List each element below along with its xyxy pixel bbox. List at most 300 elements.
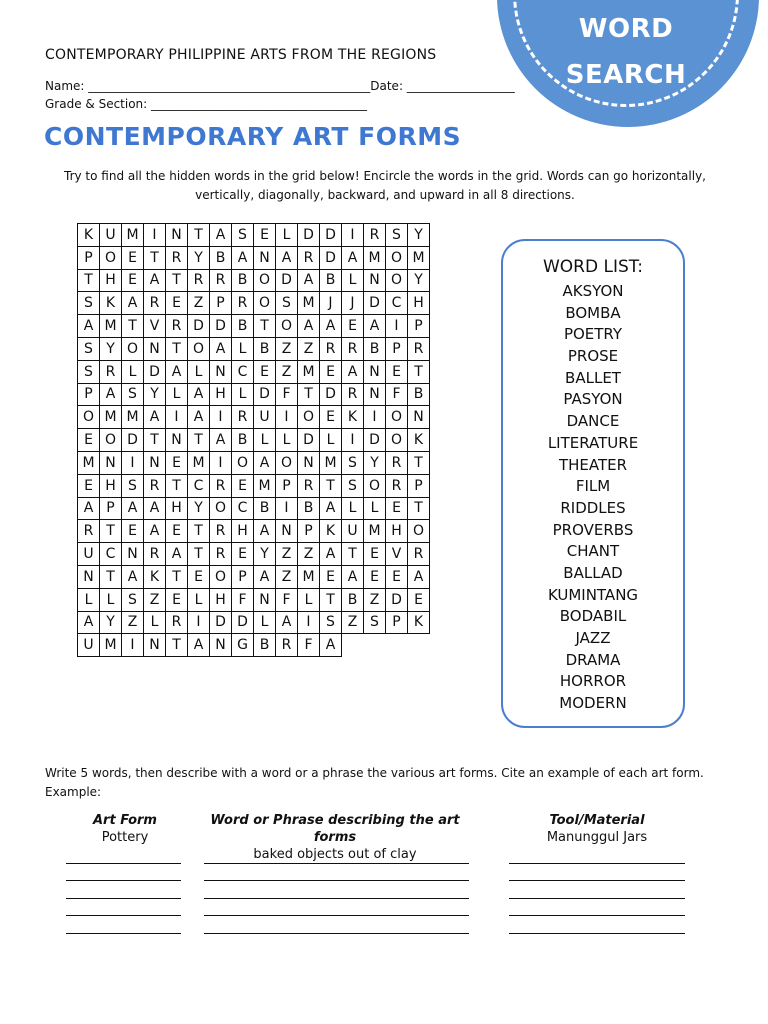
grid-cell[interactable]: I [144, 224, 166, 247]
grid-cell[interactable]: D [320, 384, 342, 407]
grid-cell[interactable]: T [166, 475, 188, 498]
grid-cell[interactable]: B [408, 384, 430, 407]
grid-cell[interactable]: E [122, 520, 144, 543]
grid-cell[interactable]: A [254, 452, 276, 475]
grid-cell[interactable]: M [320, 452, 342, 475]
grid-cell[interactable]: I [364, 406, 386, 429]
grid-cell[interactable]: H [232, 520, 254, 543]
grid-cell[interactable]: A [298, 270, 320, 293]
grid-cell[interactable]: N [210, 634, 232, 657]
grid-cell[interactable]: E [254, 361, 276, 384]
grid-cell[interactable]: N [100, 452, 122, 475]
grid-cell[interactable]: R [364, 224, 386, 247]
grid-cell[interactable]: M [188, 452, 210, 475]
grid-cell[interactable]: A [78, 612, 100, 635]
grid-cell[interactable]: A [320, 498, 342, 521]
grid-cell[interactable]: A [166, 361, 188, 384]
grid-cell[interactable]: A [210, 224, 232, 247]
grid-cell[interactable]: Y [188, 498, 210, 521]
grid-cell[interactable]: E [188, 566, 210, 589]
grid-cell[interactable]: A [122, 566, 144, 589]
grid-cell[interactable]: R [210, 475, 232, 498]
grid-cell[interactable]: L [342, 498, 364, 521]
grid-cell[interactable]: S [342, 452, 364, 475]
grid-cell[interactable]: R [386, 475, 408, 498]
grid-cell[interactable]: D [122, 429, 144, 452]
grid-cell[interactable]: E [364, 566, 386, 589]
grid-cell[interactable]: T [342, 543, 364, 566]
grid-cell[interactable]: D [144, 361, 166, 384]
grid-cell[interactable]: R [232, 292, 254, 315]
grid-cell[interactable]: T [320, 589, 342, 612]
grid-cell[interactable]: E [386, 361, 408, 384]
grid-cell[interactable]: N [166, 429, 188, 452]
grid-cell[interactable]: Y [144, 384, 166, 407]
grid-cell[interactable]: D [320, 247, 342, 270]
answer-line[interactable] [66, 846, 181, 864]
grid-cell[interactable]: A [232, 247, 254, 270]
grid-cell[interactable]: O [100, 247, 122, 270]
grid-cell[interactable]: O [386, 429, 408, 452]
answer-line[interactable] [66, 881, 181, 899]
answer-line[interactable] [66, 864, 181, 882]
grid-cell[interactable]: R [166, 315, 188, 338]
grid-cell[interactable]: O [364, 475, 386, 498]
grid-cell[interactable]: M [298, 566, 320, 589]
grid-cell[interactable]: O [276, 452, 298, 475]
grid-cell[interactable]: R [320, 338, 342, 361]
grid-cell[interactable]: L [188, 589, 210, 612]
grid-cell[interactable]: D [232, 612, 254, 635]
grid-cell[interactable]: N [298, 452, 320, 475]
answer-line[interactable] [204, 916, 469, 934]
grid-cell[interactable]: R [276, 634, 298, 657]
grid-cell[interactable]: B [364, 338, 386, 361]
grid-cell[interactable]: A [320, 315, 342, 338]
grid-cell[interactable]: U [342, 520, 364, 543]
grid-cell[interactable]: V [144, 315, 166, 338]
grid-cell[interactable]: P [386, 338, 408, 361]
grid-cell[interactable]: L [232, 338, 254, 361]
grid-cell[interactable]: P [100, 498, 122, 521]
grid-cell[interactable]: M [122, 406, 144, 429]
grid-cell[interactable]: B [254, 338, 276, 361]
grid-cell[interactable]: M [78, 452, 100, 475]
grid-cell[interactable]: B [254, 498, 276, 521]
grid-cell[interactable]: N [144, 634, 166, 657]
grid-cell[interactable]: I [210, 406, 232, 429]
grid-cell[interactable]: N [364, 270, 386, 293]
grid-cell[interactable]: T [144, 247, 166, 270]
grid-cell[interactable]: A [122, 292, 144, 315]
grid-cell[interactable]: B [320, 270, 342, 293]
grid-cell[interactable]: Y [254, 543, 276, 566]
grid-cell[interactable]: D [386, 589, 408, 612]
grid-cell[interactable]: H [408, 292, 430, 315]
answer-line[interactable] [509, 899, 685, 917]
grid-cell[interactable]: T [166, 634, 188, 657]
grid-cell[interactable]: E [342, 315, 364, 338]
answer-line[interactable] [204, 881, 469, 899]
grid-cell[interactable]: Y [100, 612, 122, 635]
grid-cell[interactable]: O [254, 270, 276, 293]
grid-cell[interactable]: A [342, 566, 364, 589]
grid-cell[interactable]: N [408, 406, 430, 429]
grid-cell[interactable]: S [78, 361, 100, 384]
grid-cell[interactable]: O [386, 247, 408, 270]
grid-cell[interactable]: Z [276, 361, 298, 384]
grid-cell[interactable]: Y [100, 338, 122, 361]
grid-cell[interactable]: H [100, 475, 122, 498]
grid-cell[interactable]: O [78, 406, 100, 429]
grid-cell[interactable]: Y [364, 452, 386, 475]
grid-cell[interactable]: M [408, 247, 430, 270]
grid-cell[interactable]: P [386, 612, 408, 635]
grid-cell[interactable]: R [188, 270, 210, 293]
grid-cell[interactable]: T [188, 224, 210, 247]
grid-cell[interactable]: T [144, 429, 166, 452]
grid-cell[interactable]: I [122, 634, 144, 657]
grid-cell[interactable]: I [342, 224, 364, 247]
grid-cell[interactable]: L [188, 361, 210, 384]
grid-cell[interactable]: K [342, 406, 364, 429]
grid-cell[interactable]: I [166, 406, 188, 429]
grid-cell[interactable]: D [210, 612, 232, 635]
grid-cell[interactable]: A [122, 498, 144, 521]
grid-cell[interactable]: T [78, 270, 100, 293]
grid-cell[interactable]: G [232, 634, 254, 657]
grid-cell[interactable]: R [210, 520, 232, 543]
grid-cell[interactable]: I [276, 406, 298, 429]
grid-cell[interactable]: A [188, 406, 210, 429]
grid-cell[interactable]: Z [276, 543, 298, 566]
grid-cell[interactable]: R [210, 543, 232, 566]
grid-cell[interactable]: T [254, 315, 276, 338]
grid-cell[interactable]: L [100, 589, 122, 612]
grid-cell[interactable]: O [276, 315, 298, 338]
grid-cell[interactable]: S [342, 475, 364, 498]
answer-line[interactable] [509, 846, 685, 864]
grid-cell[interactable]: I [122, 452, 144, 475]
grid-cell[interactable]: U [254, 406, 276, 429]
grid-cell[interactable]: R [210, 270, 232, 293]
grid-cell[interactable]: K [408, 612, 430, 635]
grid-cell[interactable]: B [232, 270, 254, 293]
grid-cell[interactable]: T [408, 361, 430, 384]
grid-cell[interactable]: F [276, 384, 298, 407]
grid-cell[interactable]: L [320, 429, 342, 452]
grid-cell[interactable]: R [298, 475, 320, 498]
grid-cell[interactable]: B [298, 498, 320, 521]
grid-cell[interactable]: T [100, 566, 122, 589]
grid-cell[interactable]: A [144, 520, 166, 543]
grid-cell[interactable]: E [166, 589, 188, 612]
grid-cell[interactable]: U [100, 224, 122, 247]
grid-cell[interactable]: M [122, 224, 144, 247]
grid-cell[interactable]: A [78, 498, 100, 521]
grid-cell[interactable]: M [364, 247, 386, 270]
grid-cell[interactable]: E [232, 543, 254, 566]
grid-cell[interactable]: O [210, 566, 232, 589]
grid-cell[interactable]: Z [188, 292, 210, 315]
grid-cell[interactable]: N [122, 543, 144, 566]
grid-cell[interactable]: N [144, 452, 166, 475]
answer-line[interactable] [66, 916, 181, 934]
grid-cell[interactable]: S [276, 292, 298, 315]
grid-cell[interactable]: C [188, 475, 210, 498]
grid-cell[interactable]: O [386, 270, 408, 293]
grid-cell[interactable]: R [78, 520, 100, 543]
grid-cell[interactable]: H [386, 520, 408, 543]
grid-cell[interactable]: E [232, 475, 254, 498]
grid-cell[interactable]: D [188, 315, 210, 338]
grid-cell[interactable]: O [408, 520, 430, 543]
grid-cell[interactable]: K [144, 566, 166, 589]
grid-cell[interactable]: S [122, 475, 144, 498]
grid-cell[interactable]: O [122, 338, 144, 361]
grid-cell[interactable]: A [166, 543, 188, 566]
grid-cell[interactable]: S [122, 589, 144, 612]
grid-cell[interactable]: N [210, 361, 232, 384]
grid-cell[interactable]: S [232, 224, 254, 247]
grid-cell[interactable]: T [408, 498, 430, 521]
grid-cell[interactable]: D [254, 384, 276, 407]
blank-lines-tool-material[interactable] [509, 846, 685, 934]
grid-cell[interactable]: R [408, 338, 430, 361]
grid-cell[interactable]: J [342, 292, 364, 315]
grid-cell[interactable]: N [254, 589, 276, 612]
grid-cell[interactable]: T [166, 566, 188, 589]
grid-cell[interactable]: M [100, 634, 122, 657]
grid-cell[interactable]: T [122, 315, 144, 338]
grid-cell[interactable]: A [320, 543, 342, 566]
grid-cell[interactable]: R [342, 384, 364, 407]
grid-cell[interactable]: C [100, 543, 122, 566]
grid-cell[interactable]: M [254, 475, 276, 498]
answer-line[interactable] [509, 881, 685, 899]
grid-cell[interactable]: R [144, 292, 166, 315]
grid-cell[interactable]: P [276, 475, 298, 498]
grid-cell[interactable]: A [100, 384, 122, 407]
grid-cell[interactable]: U [78, 543, 100, 566]
grid-cell[interactable]: L [276, 224, 298, 247]
grid-cell[interactable]: Z [298, 338, 320, 361]
grid-cell[interactable]: L [254, 612, 276, 635]
grid-cell[interactable]: C [232, 498, 254, 521]
grid-cell[interactable]: S [122, 384, 144, 407]
grid-cell[interactable]: E [364, 543, 386, 566]
grid-cell[interactable]: C [386, 292, 408, 315]
grid-cell[interactable]: B [210, 247, 232, 270]
grid-cell[interactable]: A [364, 315, 386, 338]
grid-cell[interactable]: R [100, 361, 122, 384]
grid-cell[interactable]: L [232, 384, 254, 407]
grid-cell[interactable]: L [78, 589, 100, 612]
grid-cell[interactable]: T [408, 452, 430, 475]
grid-cell[interactable]: R [144, 475, 166, 498]
grid-cell[interactable]: K [408, 429, 430, 452]
grid-cell[interactable]: V [386, 543, 408, 566]
grid-cell[interactable]: E [122, 270, 144, 293]
grid-cell[interactable]: E [408, 589, 430, 612]
grid-cell[interactable]: L [298, 589, 320, 612]
grid-cell[interactable]: B [342, 589, 364, 612]
grid-cell[interactable]: K [78, 224, 100, 247]
grid-cell[interactable]: E [166, 520, 188, 543]
grid-cell[interactable]: E [320, 361, 342, 384]
grid-cell[interactable]: B [232, 315, 254, 338]
grid-cell[interactable]: D [276, 270, 298, 293]
grid-cell[interactable]: B [232, 429, 254, 452]
grid-cell[interactable]: T [188, 543, 210, 566]
grid-cell[interactable]: L [166, 384, 188, 407]
grid-cell[interactable]: D [364, 292, 386, 315]
grid-cell[interactable]: M [100, 406, 122, 429]
grid-cell[interactable]: M [364, 520, 386, 543]
grid-cell[interactable]: A [144, 270, 166, 293]
grid-cell[interactable]: N [144, 338, 166, 361]
grid-cell[interactable]: N [364, 384, 386, 407]
grid-cell[interactable]: R [298, 247, 320, 270]
grid-cell[interactable]: T [100, 520, 122, 543]
grid-cell[interactable]: E [320, 406, 342, 429]
grid-cell[interactable]: D [298, 224, 320, 247]
grid-cell[interactable]: O [298, 406, 320, 429]
grid-cell[interactable]: R [342, 338, 364, 361]
grid-cell[interactable]: L [122, 361, 144, 384]
grid-cell[interactable]: M [298, 292, 320, 315]
grid-cell[interactable]: T [188, 429, 210, 452]
answer-line[interactable] [66, 899, 181, 917]
grid-cell[interactable]: A [210, 338, 232, 361]
grid-cell[interactable]: A [144, 406, 166, 429]
grid-cell[interactable]: Z [364, 589, 386, 612]
grid-cell[interactable]: P [408, 315, 430, 338]
grid-cell[interactable]: A [254, 566, 276, 589]
grid-cell[interactable]: K [320, 520, 342, 543]
answer-line[interactable] [204, 864, 469, 882]
grid-cell[interactable]: A [408, 566, 430, 589]
grid-cell[interactable]: C [232, 361, 254, 384]
grid-cell[interactable]: R [144, 543, 166, 566]
grid-cell[interactable]: Y [408, 270, 430, 293]
grid-cell[interactable]: A [342, 361, 364, 384]
grid-cell[interactable]: Y [188, 247, 210, 270]
grid-cell[interactable]: I [188, 612, 210, 635]
grid-cell[interactable]: A [144, 498, 166, 521]
grid-cell[interactable]: R [166, 612, 188, 635]
grid-cell[interactable]: Z [342, 612, 364, 635]
grid-cell[interactable]: A [342, 247, 364, 270]
grid-cell[interactable]: E [78, 429, 100, 452]
grid-cell[interactable]: F [386, 384, 408, 407]
grid-cell[interactable]: S [386, 224, 408, 247]
grid-cell[interactable]: N [276, 520, 298, 543]
grid-cell[interactable]: Z [122, 612, 144, 635]
grid-cell[interactable]: P [298, 520, 320, 543]
grid-cell[interactable]: F [276, 589, 298, 612]
grid-cell[interactable]: D [364, 429, 386, 452]
grid-cell[interactable]: D [210, 315, 232, 338]
grid-cell[interactable]: P [232, 566, 254, 589]
grid-cell[interactable]: S [78, 338, 100, 361]
grid-cell[interactable]: S [320, 612, 342, 635]
answer-line[interactable] [509, 864, 685, 882]
grid-cell[interactable]: I [210, 452, 232, 475]
grid-cell[interactable]: A [78, 315, 100, 338]
grid-cell[interactable]: A [320, 634, 342, 657]
grid-cell[interactable]: R [232, 406, 254, 429]
grid-cell[interactable]: A [276, 612, 298, 635]
grid-cell[interactable]: P [210, 292, 232, 315]
grid-cell[interactable]: L [364, 498, 386, 521]
grid-cell[interactable]: T [166, 270, 188, 293]
grid-cell[interactable]: L [276, 429, 298, 452]
grid-cell[interactable]: E [386, 566, 408, 589]
grid-cell[interactable]: L [254, 429, 276, 452]
grid-cell[interactable]: L [342, 270, 364, 293]
grid-cell[interactable]: U [78, 634, 100, 657]
grid-cell[interactable]: H [210, 589, 232, 612]
grid-cell[interactable]: A [276, 247, 298, 270]
grid-cell[interactable]: L [144, 612, 166, 635]
blank-lines-description[interactable] [204, 846, 469, 934]
grid-cell[interactable]: N [166, 224, 188, 247]
grid-cell[interactable]: N [254, 247, 276, 270]
grid-cell[interactable]: O [188, 338, 210, 361]
grid-cell[interactable]: T [320, 475, 342, 498]
grid-cell[interactable]: E [386, 498, 408, 521]
grid-cell[interactable]: I [386, 315, 408, 338]
grid-cell[interactable]: N [364, 361, 386, 384]
grid-cell[interactable]: M [298, 361, 320, 384]
grid-cell[interactable]: R [386, 452, 408, 475]
grid-cell[interactable]: I [276, 498, 298, 521]
grid-cell[interactable]: N [78, 566, 100, 589]
grid-cell[interactable]: Y [408, 224, 430, 247]
grid-cell[interactable]: P [78, 247, 100, 270]
grid-cell[interactable]: R [166, 247, 188, 270]
grid-cell[interactable]: Z [276, 338, 298, 361]
grid-cell[interactable]: T [188, 520, 210, 543]
grid-cell[interactable]: E [320, 566, 342, 589]
grid-cell[interactable]: I [298, 612, 320, 635]
grid-cell[interactable]: H [100, 270, 122, 293]
answer-line[interactable] [204, 846, 469, 864]
grid-cell[interactable]: S [364, 612, 386, 635]
grid-cell[interactable]: M [100, 315, 122, 338]
grid-cell[interactable]: B [254, 634, 276, 657]
grid-cell[interactable]: Z [276, 566, 298, 589]
grid-cell[interactable]: A [188, 634, 210, 657]
grid-cell[interactable]: E [122, 247, 144, 270]
grid-cell[interactable]: F [298, 634, 320, 657]
blank-lines-art-form[interactable] [66, 846, 181, 934]
grid-cell[interactable]: Z [144, 589, 166, 612]
grid-cell[interactable]: J [320, 292, 342, 315]
grid-cell[interactable]: O [254, 292, 276, 315]
grid-cell[interactable]: A [188, 384, 210, 407]
grid-cell[interactable]: S [78, 292, 100, 315]
answer-line[interactable] [204, 899, 469, 917]
grid-cell[interactable]: H [210, 384, 232, 407]
grid-cell[interactable]: R [408, 543, 430, 566]
grid-cell[interactable]: F [232, 589, 254, 612]
grid-cell[interactable]: E [166, 452, 188, 475]
grid-cell[interactable]: Z [298, 543, 320, 566]
grid-cell[interactable]: A [210, 429, 232, 452]
grid-cell[interactable]: E [78, 475, 100, 498]
